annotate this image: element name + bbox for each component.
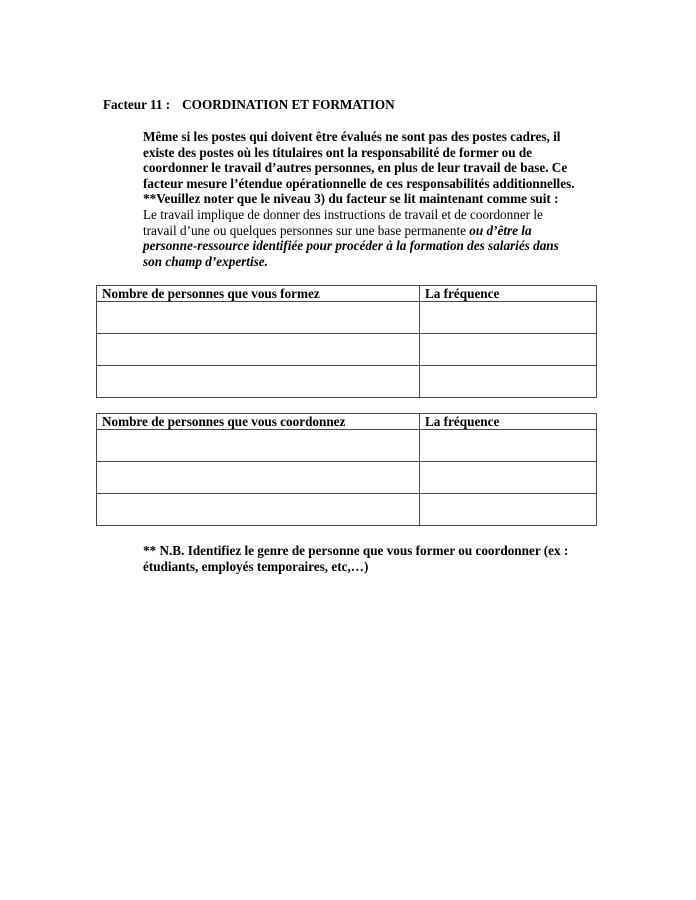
footnote-line: ** N.B. Identifiez le genre de personne que vous former ou coordonner (ex : [143,543,569,558]
level-note-line: **Veuillez noter que le niveau 3) du facteur se lit maintenant comme suit : [143,191,559,207]
column-header-frequency: La fréquence [420,286,597,302]
frequency-cell[interactable] [420,430,597,462]
description-line: Même si les postes qui doivent être évalués ne sont pas des postes cadres, il [143,129,561,144]
people-trained-cell[interactable] [97,302,420,334]
people-coordinated-cell[interactable] [97,462,420,494]
factor-title: COORDINATION ET FORMATION [182,97,395,112]
table-row [97,494,597,526]
frequency-cell[interactable] [420,334,597,366]
level-definition-emphasis: son champ d’expertise. [143,253,268,269]
table-row [97,334,597,366]
level-definition-emphasis: ou d’être la [469,222,532,238]
description-line: facteur mesure l’étendue opérationnelle de ces responsabilités additionnelles. [143,175,575,191]
factor-number: Facteur 11 : [103,97,171,112]
people-coordinated-cell[interactable] [97,494,420,526]
table-header-row [97,414,597,430]
table-row [97,302,597,334]
frequency-cell[interactable] [420,462,597,494]
table-row [97,366,597,398]
people-trained-cell[interactable] [97,334,420,366]
footnote-line: étudiants, employés temporaires, etc,…) [143,559,369,574]
frequency-cell[interactable] [420,302,597,334]
footnote [143,543,613,575]
frequency-cell[interactable] [420,366,597,398]
frequency-cell[interactable] [420,494,597,526]
table-header-row [97,286,597,302]
description-line: coordonner le travail d’autres personnes, en plus de leur travail de base. Ce [143,160,568,176]
people-coordinated-cell[interactable] [97,430,420,462]
factor-description [143,129,603,269]
column-header-people-coordinated: Nombre de personnes que vous coordonnez [97,414,420,430]
coordination-table [96,413,597,526]
table-row [97,462,597,494]
level-definition-text: travail d’une ou quelques personnes sur une base permanente [143,222,470,238]
training-table [96,285,597,398]
column-header-frequency: La fréquence [420,414,597,430]
level-definition-emphasis: personne-ressource identifiée pour procéder à la formation des salariés dans [143,238,559,254]
description-line: existe des postes où les titulaires ont la responsabilité de former ou de [143,144,533,160]
section-heading [103,97,395,113]
people-trained-cell[interactable] [97,366,420,398]
column-header-people-trained: Nombre de personnes que vous formez [97,286,420,302]
level-definition-line [143,223,603,239]
level-definition-line: Le travail implique de donner des instructions de travail et de coordonner le [143,206,543,222]
table-row [97,430,597,462]
